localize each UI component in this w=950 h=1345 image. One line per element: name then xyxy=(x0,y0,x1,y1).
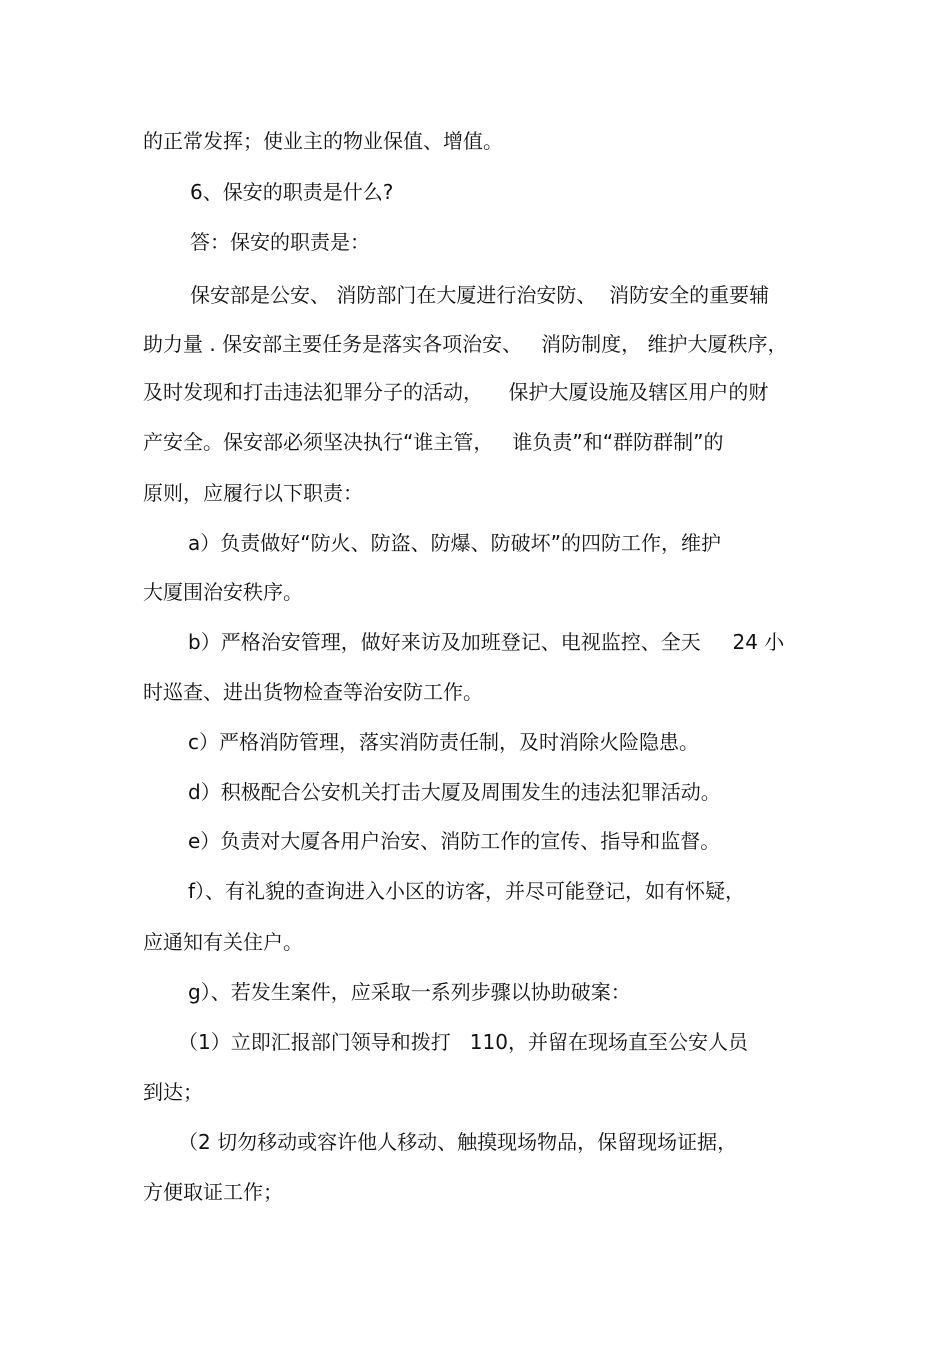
text-line: 的正常发挥；使业主的物业保值、增值。 xyxy=(143,129,503,153)
text-line: 方便取证工作； xyxy=(143,1180,283,1204)
list-item-g: g）、若发生案件，应采取一系列步骤以协助破案： xyxy=(188,980,631,1004)
list-item-f: f）、有礼貌的查询进入小区的访客，并尽可能登记，如有怀疑， xyxy=(188,879,746,903)
text-line: 时巡查、进出货物检查等治安防工作。 xyxy=(143,680,483,704)
text-line: 保安部是公安、 消防部门在大厦进行治安防、 消防安全的重要辅 xyxy=(190,283,770,307)
text-line: 到达； xyxy=(143,1080,203,1104)
text-line: 产安全。保安部必须坚决执行“谁主管， 谁负责”和“群防群制”的 xyxy=(143,430,724,454)
text-line: 原则，应履行以下职责： xyxy=(143,481,363,505)
text-line: 大厦围治安秩序。 xyxy=(143,580,303,604)
list-item-b: b）严格治安管理，做好来访及加班登记、电视监控、全天 24 小 xyxy=(188,630,785,654)
text-line: 应通知有关住户。 xyxy=(143,930,303,954)
text-line: 及时发现和打击违法犯罪分子的活动， 保护大厦设施及辖区用户的财 xyxy=(143,380,769,404)
list-subitem-1: （1）立即汇报部门领导和拨打 110，并留在现场直至公安人员 xyxy=(178,1030,748,1054)
list-item-c: c）严格消防管理，落实消防责任制，及时消除火险隐患。 xyxy=(188,730,699,754)
list-item-a: a）负责做好“防火、防盗、防爆、防破坏”的四防工作，维护 xyxy=(188,531,721,555)
text-line: 助力量 . 保安部主要任务是落实各项治安、 消防制度， 维护大厦秩序， xyxy=(143,332,788,356)
list-item-e: e）负责对大厦各用户治安、消防工作的宣传、指导和监督。 xyxy=(188,829,721,853)
answer-intro: 答：保安的职责是： xyxy=(190,230,370,254)
list-subitem-2: （2 切勿移动或容许他人移动、触摸现场物品，保留现场证据， xyxy=(178,1130,738,1154)
question-heading: 6、保安的职责是什么? xyxy=(190,180,394,204)
list-item-d: d）积极配合公安机关打击大厦及周围发生的违法犯罪活动。 xyxy=(188,780,721,804)
